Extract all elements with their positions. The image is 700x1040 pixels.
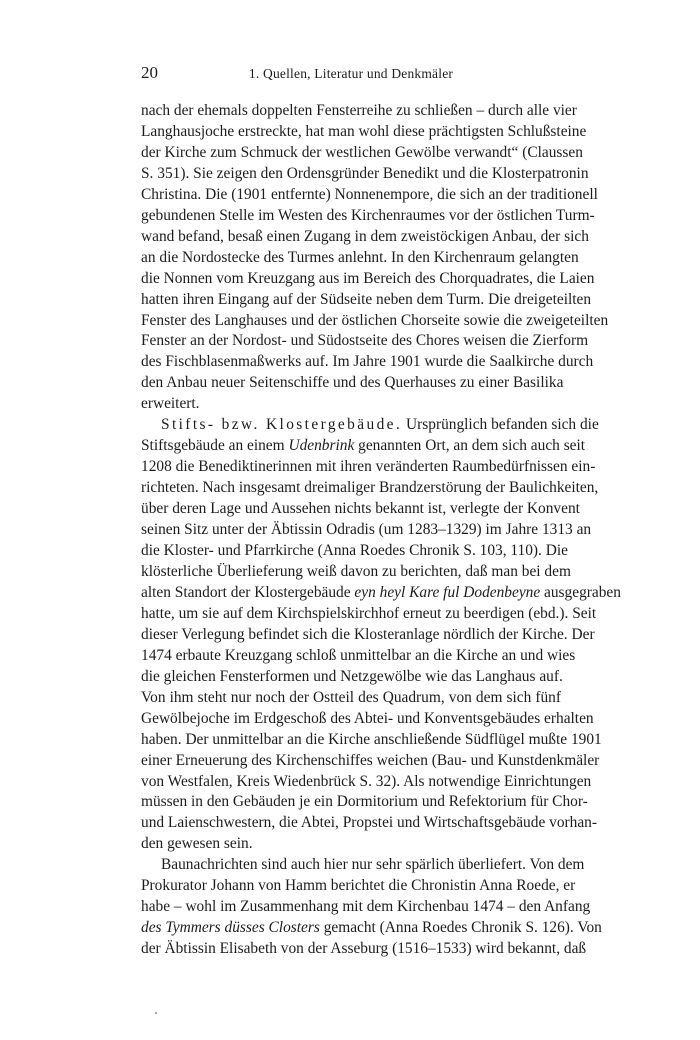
text-run: den gewesen sein. bbox=[141, 835, 253, 853]
page-number: 20 bbox=[141, 63, 158, 82]
text-run: ausgegraben bbox=[540, 583, 621, 601]
text-line bbox=[141, 625, 595, 646]
text-run: von Westfalen, Kreis Wiedenbrück S. 32). Als notwendige Einrichtungen bbox=[141, 772, 592, 790]
text-line bbox=[141, 331, 589, 352]
text-run: Von ihm steht nur noch der Ostteil des Quadrum, von dem sich fünf bbox=[141, 688, 561, 706]
text-run: alten Standort der Klostergebäude bbox=[141, 583, 355, 601]
text-line bbox=[141, 834, 561, 855]
text-run: gemacht (Anna Roedes Chronik S. 126). Von bbox=[319, 919, 602, 937]
text-run: klösterliche Überlieferung weiß davon zu berichten, daß man bei dem bbox=[141, 562, 571, 580]
text-line bbox=[141, 248, 579, 269]
body-text bbox=[141, 101, 621, 960]
text-line bbox=[141, 311, 609, 332]
text-line bbox=[141, 709, 594, 730]
text-line bbox=[141, 688, 561, 709]
text-line bbox=[141, 185, 598, 206]
text-run: die gleichen Fensterformen und Netzgewölbe wie das Langhaus auf. bbox=[141, 667, 563, 685]
text-run: Langhausjoche erstreckte, hat man wohl diese prächtigsten Schlußsteine bbox=[141, 122, 587, 140]
text-run: die Nonnen vom Kreuzgang aus im Bereich des Chorquadrates, die Laien bbox=[141, 269, 595, 287]
text-line bbox=[141, 855, 585, 876]
text-line bbox=[141, 352, 594, 373]
text-line bbox=[141, 604, 597, 625]
text-line bbox=[141, 876, 576, 897]
text-line bbox=[141, 227, 589, 248]
text-line bbox=[141, 667, 561, 688]
text-run: habe – wohl im Zusammenhang mit dem Kirchenbau 1474 – den Anfang bbox=[141, 898, 591, 916]
text-line bbox=[141, 939, 587, 960]
text-line bbox=[141, 436, 586, 457]
text-line bbox=[141, 792, 588, 813]
text-line bbox=[141, 918, 602, 939]
text-run: Gewölbejoche im Erdgeschoß des Abtei- und Konventsgebäudes erhalten bbox=[141, 709, 594, 727]
text-run: hatte, um sie auf dem Kirchspielskirchhof erneut zu beerdigen (ebd.). Seit bbox=[141, 604, 597, 622]
text-run: nach der ehemals doppelten Fensterreihe zu schließen – durch alle vier bbox=[141, 102, 577, 119]
text-line bbox=[141, 101, 577, 122]
text-run: 1474 erbaute Kreuzgang schloß unmittelbar an die Kirche an und wies bbox=[141, 646, 576, 664]
text-run: hatten ihren Eingang auf der Südseite neben dem Turm. Die dreigeteilten bbox=[141, 290, 592, 308]
italic-term: eyn heyl Kare ful Dodenbeyne bbox=[354, 583, 541, 601]
text-line bbox=[141, 646, 576, 667]
text-line bbox=[141, 583, 621, 604]
text-line bbox=[141, 373, 564, 394]
text-run: Ursprünglich befanden sich die bbox=[402, 416, 599, 434]
text-line bbox=[141, 164, 589, 185]
text-line bbox=[141, 394, 561, 415]
text-run: Christina. Die (1901 entfernte) Nonnenempore, die sich an der traditionell bbox=[141, 185, 598, 203]
text-run: müssen in den Gebäuden je ein Dormitorium und Refektorium für Chor- bbox=[141, 793, 588, 811]
italic-term: Udenbrink bbox=[288, 437, 355, 455]
text-line bbox=[141, 457, 596, 478]
text-run: Prokurator Johann von Hamm berichtet die Chronistin Anna Roede, er bbox=[141, 877, 576, 895]
text-line bbox=[141, 730, 602, 751]
text-line bbox=[141, 499, 580, 520]
text-line bbox=[141, 478, 599, 499]
text-line bbox=[141, 269, 595, 290]
text-run: S. 351). Sie zeigen den Ordensgründer Benedikt und die Klosterpatronin bbox=[141, 164, 589, 182]
text-line bbox=[141, 541, 568, 562]
text-line bbox=[141, 206, 595, 227]
text-run: wand befand, besaß einen Zugang in dem zweistöckigen Anbau, der sich bbox=[141, 227, 589, 245]
text-run: Fenster des Langhauses und der östlichen Chorseite sowie die zweigeteilten bbox=[141, 311, 609, 329]
text-run: und Laienschwestern, die Abtei, Propstei und Wirtschaftsgebäude vorhan- bbox=[141, 814, 597, 832]
text-line bbox=[141, 772, 592, 793]
text-line bbox=[141, 122, 587, 143]
text-line bbox=[141, 520, 592, 541]
text-run: haben. Der unmittelbar an die Kirche anschließende Südflügel mußte 1901 bbox=[141, 730, 602, 748]
text-run: gebundenen Stelle im Westen des Kirchenraumes vor der östlichen Turm- bbox=[141, 206, 595, 224]
running-head: 1. Quellen, Literatur und Denkmäler bbox=[248, 66, 454, 81]
text-line bbox=[141, 562, 571, 583]
text-run: die Kloster- und Pfarrkirche (Anna Roedes Chronik S. 103, 110). Die bbox=[141, 542, 568, 560]
text-run: dieser Verlegung befindet sich die Klosteranlage nördlich der Kirche. Der bbox=[141, 625, 595, 643]
text-run: richteten. Nach insgesamt dreimaliger Brandzerstörung der Baulichkeiten, bbox=[141, 479, 599, 497]
text-line bbox=[141, 751, 600, 772]
text-run: an die Nordostecke des Turmes anlehnt. In den Kirchenraum gelangten bbox=[141, 248, 579, 266]
text-run: des Fischblasenmaßwerks auf. Im Jahre 1901 wurde die Saalkirche durch bbox=[141, 353, 594, 371]
text-run: Baunachrichten sind auch hier nur sehr spärlich überliefert. Von dem bbox=[161, 856, 585, 874]
text-run: erweitert. bbox=[141, 395, 200, 413]
text-run: Stiftsgebäude an einem bbox=[141, 437, 289, 455]
text-run: Fenster an der Nordost- und Südostseite des Chores weisen die Zierform bbox=[141, 332, 589, 350]
text-run: 1208 die Benediktinerinnen mit ihren veränderten Raumbedürfnissen ein- bbox=[141, 458, 596, 476]
text-run: über deren Lage und Aussehen nichts bekannt ist, verlegte der Konvent bbox=[141, 500, 580, 518]
text-run: seinen Sitz unter der Äbtissin Odradis (um 1283–1329) im Jahre 1313 an bbox=[141, 521, 592, 539]
text-run: einer Erneuerung des Kirchenschiffes weichen (Bau- und Kunstdenkmäler bbox=[141, 751, 600, 769]
italic-term: des Tymmers düsses Closters bbox=[141, 919, 320, 937]
stray-mark bbox=[155, 1012, 157, 1014]
text-line bbox=[141, 290, 592, 311]
text-line bbox=[141, 813, 597, 834]
text-run: den Anbau neuer Seitenschiffe und des Querhauses zu einer Basilika bbox=[141, 374, 564, 392]
text-run: der Äbtissin Elisabeth von der Asseburg (1516–1533) wird bekannt, daß bbox=[141, 940, 587, 958]
text-line bbox=[141, 897, 591, 918]
text-line bbox=[141, 143, 583, 164]
text-line bbox=[141, 415, 599, 436]
text-run: genannten Ort, an dem sich auch seit bbox=[354, 437, 586, 455]
text-run: der Kirche zum Schmuck der westlichen Gewölbe verwandt“ (Claussen bbox=[141, 143, 583, 161]
section-heading: Stifts- bzw. Klostergebäude. bbox=[161, 416, 403, 434]
page-header bbox=[141, 62, 561, 84]
